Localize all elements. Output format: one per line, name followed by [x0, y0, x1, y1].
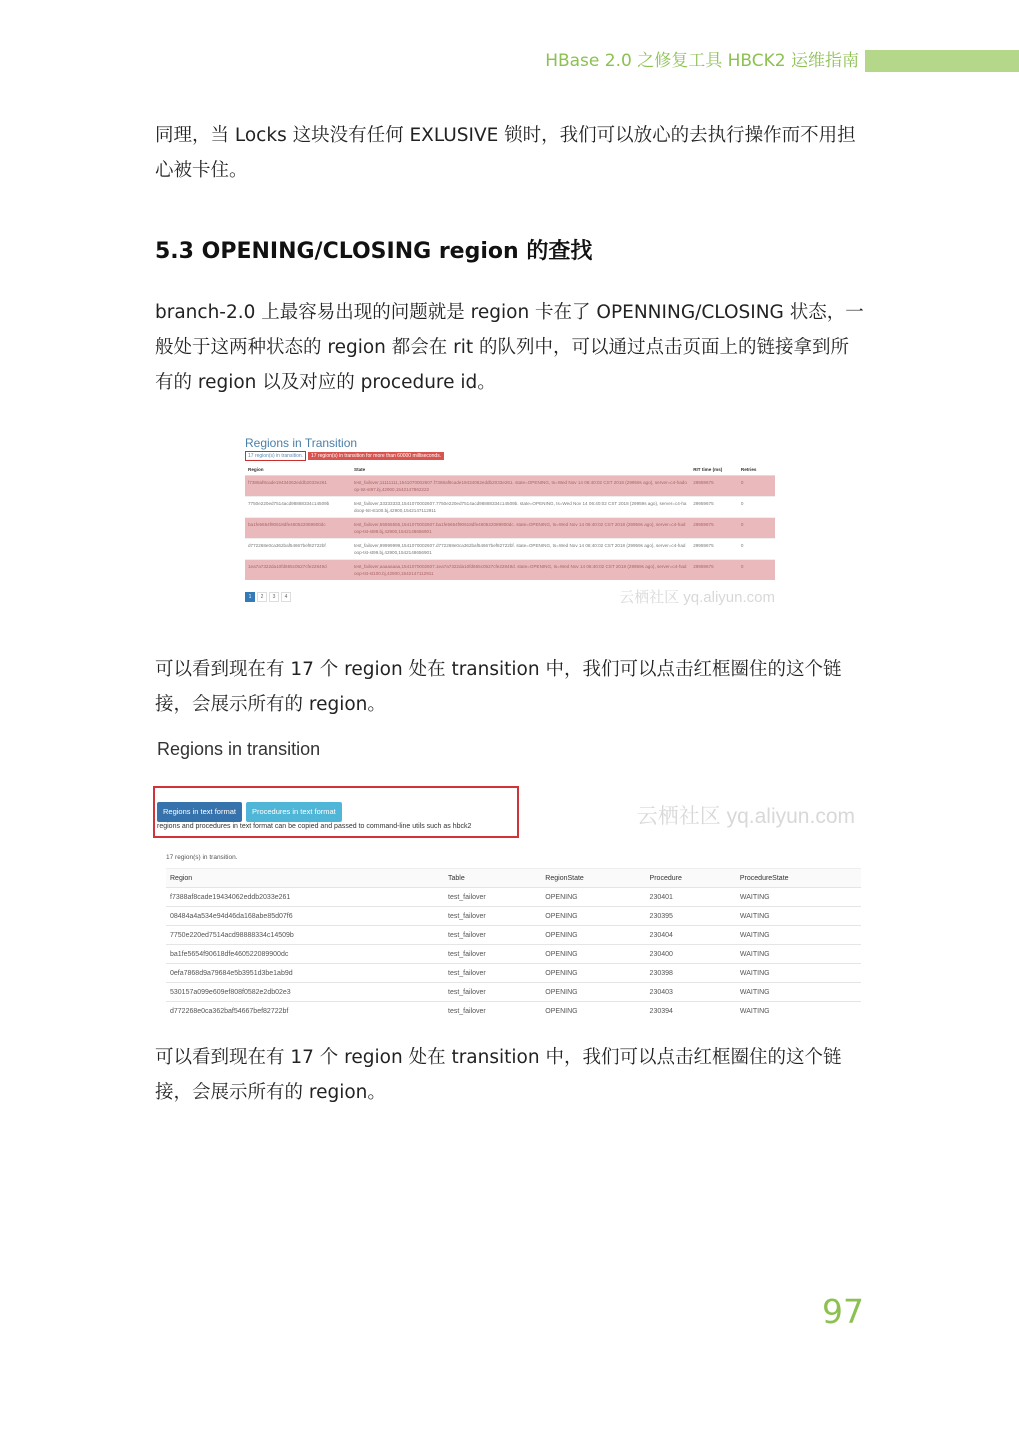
table-cell: 230394	[646, 1002, 736, 1021]
help-text: regions and procedures in text format can be copied and passed to command-line utils such as hbck2	[157, 823, 472, 830]
table-cell: OPENING	[541, 945, 645, 964]
cell-retries: 0	[738, 497, 775, 518]
col-header: State	[351, 465, 690, 476]
col-header: RIT time (ms)	[690, 465, 738, 476]
col-header: Retries	[738, 465, 775, 476]
table-cell: OPENING	[541, 1002, 645, 1021]
table-cell: test_failover	[444, 926, 541, 945]
table-row	[166, 1002, 861, 1021]
table-cell: 230395	[646, 907, 736, 926]
table-cell: 7750e220ed7514acd98888334c14509b	[166, 926, 444, 945]
cell-state: test_failover,99999999,1541070002607.d772268e0ca362baf54667bef82722bf. state=OPENING, ts=Wed Nov 14 06:40:02 CST 2018 (29959s ago), server=c4-hadoop-tst-st99.bj,42900,1542148656901	[351, 539, 690, 560]
page-number: 97	[822, 1292, 864, 1331]
cell-region: d772268e0ca362baf54667bef82722bf	[245, 539, 351, 560]
table-cell: d772268e0ca362baf54667bef82722bf	[166, 1002, 444, 1021]
table-row	[166, 926, 861, 945]
col-header: ProcedureState	[736, 869, 861, 888]
table-cell: OPENING	[541, 888, 645, 907]
screenshot-regions-in-transition	[245, 436, 775, 632]
table-row	[245, 560, 775, 581]
page-button[interactable]: 2	[257, 592, 267, 602]
cell-rit: 29959675	[690, 497, 738, 518]
button-group	[157, 802, 517, 822]
table-cell: OPENING	[541, 964, 645, 983]
table-cell: OPENING	[541, 983, 645, 1002]
col-header: RegionState	[541, 869, 645, 888]
rit-table	[245, 465, 775, 580]
section-heading: 5.3 OPENING/CLOSING region 的查找	[155, 239, 593, 264]
cell-state: test_failover,11111111,1541070002607.f7388af8cade19434062eddb2033e261. state=OPENING, ts=Wed Nov 14 06:40:02 CST 2018 (29959s ago), server=c4-hadoop-tst-st97.bj,42900,1542147862222	[351, 476, 690, 497]
table-cell: OPENING	[541, 907, 645, 926]
cell-state: test_failover,55555555,1541070002607.ba1fe5654f90618dfe460522089900dc. state=OPENING, ts=Wed Nov 14 06:40:02 CST 2018 (29959s ago), server=c4-hadoop-tst-st99.bj,42900,1542148656901	[351, 518, 690, 539]
table-cell: OPENING	[541, 926, 645, 945]
paragraph: branch-2.0 上最容易出现的问题就是 region 卡在了 OPENNING/CLOSING 状态，一般处于这两种状态的 region 都会在 rit 的队列中，可以通过点击页面上的链接拿到所有的 region 以及对应的 procedure id。	[155, 302, 864, 393]
rit-warning-badge: 17 region(s) in transition for more than 60000 milliseconds.	[308, 452, 444, 460]
cell-retries: 0	[738, 518, 775, 539]
table-row	[166, 964, 861, 983]
regions-text-format-button[interactable]: Regions in text format	[157, 802, 242, 822]
screenshot-title: Regions in transition	[157, 739, 321, 759]
watermark: 云栖社区 yq.aliyun.com	[636, 805, 855, 828]
cell-state: test_failover,aaaaaaaa,1541070002607.1ea7a7322da10fd655c0527cfe22849d. state=OPENING, ts=Wed Nov 14 06:40:02 CST 2018 (29959s ago), server=c4-hadoop-tst-st100.bj,42900,1542147112911	[351, 560, 690, 581]
cell-retries: 0	[738, 560, 775, 581]
col-header: Region	[245, 465, 351, 476]
cell-rit: 29959675	[690, 476, 738, 497]
table-cell: 530157a099e609ef808f0582e2db02e3	[166, 983, 444, 1002]
table-row	[166, 907, 861, 926]
cell-rit: 29959675	[690, 518, 738, 539]
cell-region: 7750e220ed7514acd98888334c14509b	[245, 497, 351, 518]
header-accent-bar	[865, 50, 1019, 72]
table-cell: 08484a4a534e94d46da168abe85d07f6	[166, 907, 444, 926]
col-header: Region	[166, 869, 444, 888]
table-cell: test_failover	[444, 983, 541, 1002]
rit-summary-row	[245, 451, 775, 461]
table-row	[166, 888, 861, 907]
cell-rit: 29959675	[690, 539, 738, 560]
table-cell: 230401	[646, 888, 736, 907]
table-cell: WAITING	[736, 888, 861, 907]
screenshot-top-row	[153, 770, 865, 838]
table-cell: 230404	[646, 926, 736, 945]
table-cell: test_failover	[444, 888, 541, 907]
table-cell: WAITING	[736, 907, 861, 926]
page-button[interactable]: 4	[281, 592, 291, 602]
table-row	[245, 476, 775, 497]
table-cell: test_failover	[444, 907, 541, 926]
page-button[interactable]: 3	[269, 592, 279, 602]
table-cell: f7388af8cade19434062eddb2033e261	[166, 888, 444, 907]
table-cell: test_failover	[444, 1002, 541, 1021]
table-cell: test_failover	[444, 945, 541, 964]
cell-region: 1ea7a7322da10fd655c0527cfe22849d	[245, 560, 351, 581]
pagination	[245, 592, 291, 602]
table-cell: WAITING	[736, 983, 861, 1002]
table-cell: WAITING	[736, 926, 861, 945]
cell-state: test_failover,33333333,1541070002607.7750e220ed7514acd98888334c14509b. state=OPENING, ts=Wed Nov 14 06:40:02 CST 2018 (29959s ago), server=c4-hadoop-tst-st100.bj,42900,1542147112911	[351, 497, 690, 518]
table-row	[166, 945, 861, 964]
table-cell: WAITING	[736, 945, 861, 964]
table-cell: 0efa7868d9a79684e5b3951d3be1ab9d	[166, 964, 444, 983]
col-header: Procedure	[646, 869, 736, 888]
paragraph: 可以看到现在有 17 个 region 处在 transition 中，我们可以点击红框圈住的这个链接，会展示所有的 region。	[155, 659, 842, 715]
cell-region: ba1fe5654f90618dfe460522089900dc	[245, 518, 351, 539]
table-footer	[245, 586, 775, 607]
procedures-text-format-button[interactable]: Procedures in text format	[246, 802, 342, 822]
table-row	[245, 497, 775, 518]
watermark: 云栖社区 yq.aliyun.com	[619, 589, 775, 606]
page-button[interactable]: 1	[245, 592, 255, 602]
highlight-box	[153, 786, 519, 838]
col-header: Table	[444, 869, 541, 888]
screenshot-title: Regions in Transition	[245, 436, 358, 450]
table-cell: 230398	[646, 964, 736, 983]
cell-retries: 0	[738, 539, 775, 560]
table-cell: test_failover	[444, 964, 541, 983]
table-cell: WAITING	[736, 964, 861, 983]
cell-retries: 0	[738, 476, 775, 497]
table-cell: 230403	[646, 983, 736, 1002]
table-row	[245, 539, 775, 560]
screenshot-rit-list	[153, 770, 865, 1030]
paragraph: 同理，当 Locks 这块没有任何 EXLUSIVE 锁时，我们可以放心的去执行操作而不用担心被卡住。	[155, 125, 856, 181]
running-header: HBase 2.0 之修复工具 HBCK2 运维指南	[545, 51, 859, 71]
rit-link[interactable]: 17 region(s) in transition.	[245, 451, 306, 461]
cell-rit: 29959675	[690, 560, 738, 581]
rit-table	[166, 868, 861, 1021]
rit-count: 17 region(s) in transition.	[166, 854, 238, 861]
cell-region: f7388af8cade19434062eddb2033e261	[245, 476, 351, 497]
table-cell: ba1fe5654f90618dfe460522089900dc	[166, 945, 444, 964]
table-row	[166, 983, 861, 1002]
table-cell: 230400	[646, 945, 736, 964]
paragraph: 可以看到现在有 17 个 region 处在 transition 中，我们可以点击红框圈住的这个链接，会展示所有的 region。	[155, 1047, 842, 1103]
table-row	[245, 518, 775, 539]
table-cell: WAITING	[736, 1002, 861, 1021]
